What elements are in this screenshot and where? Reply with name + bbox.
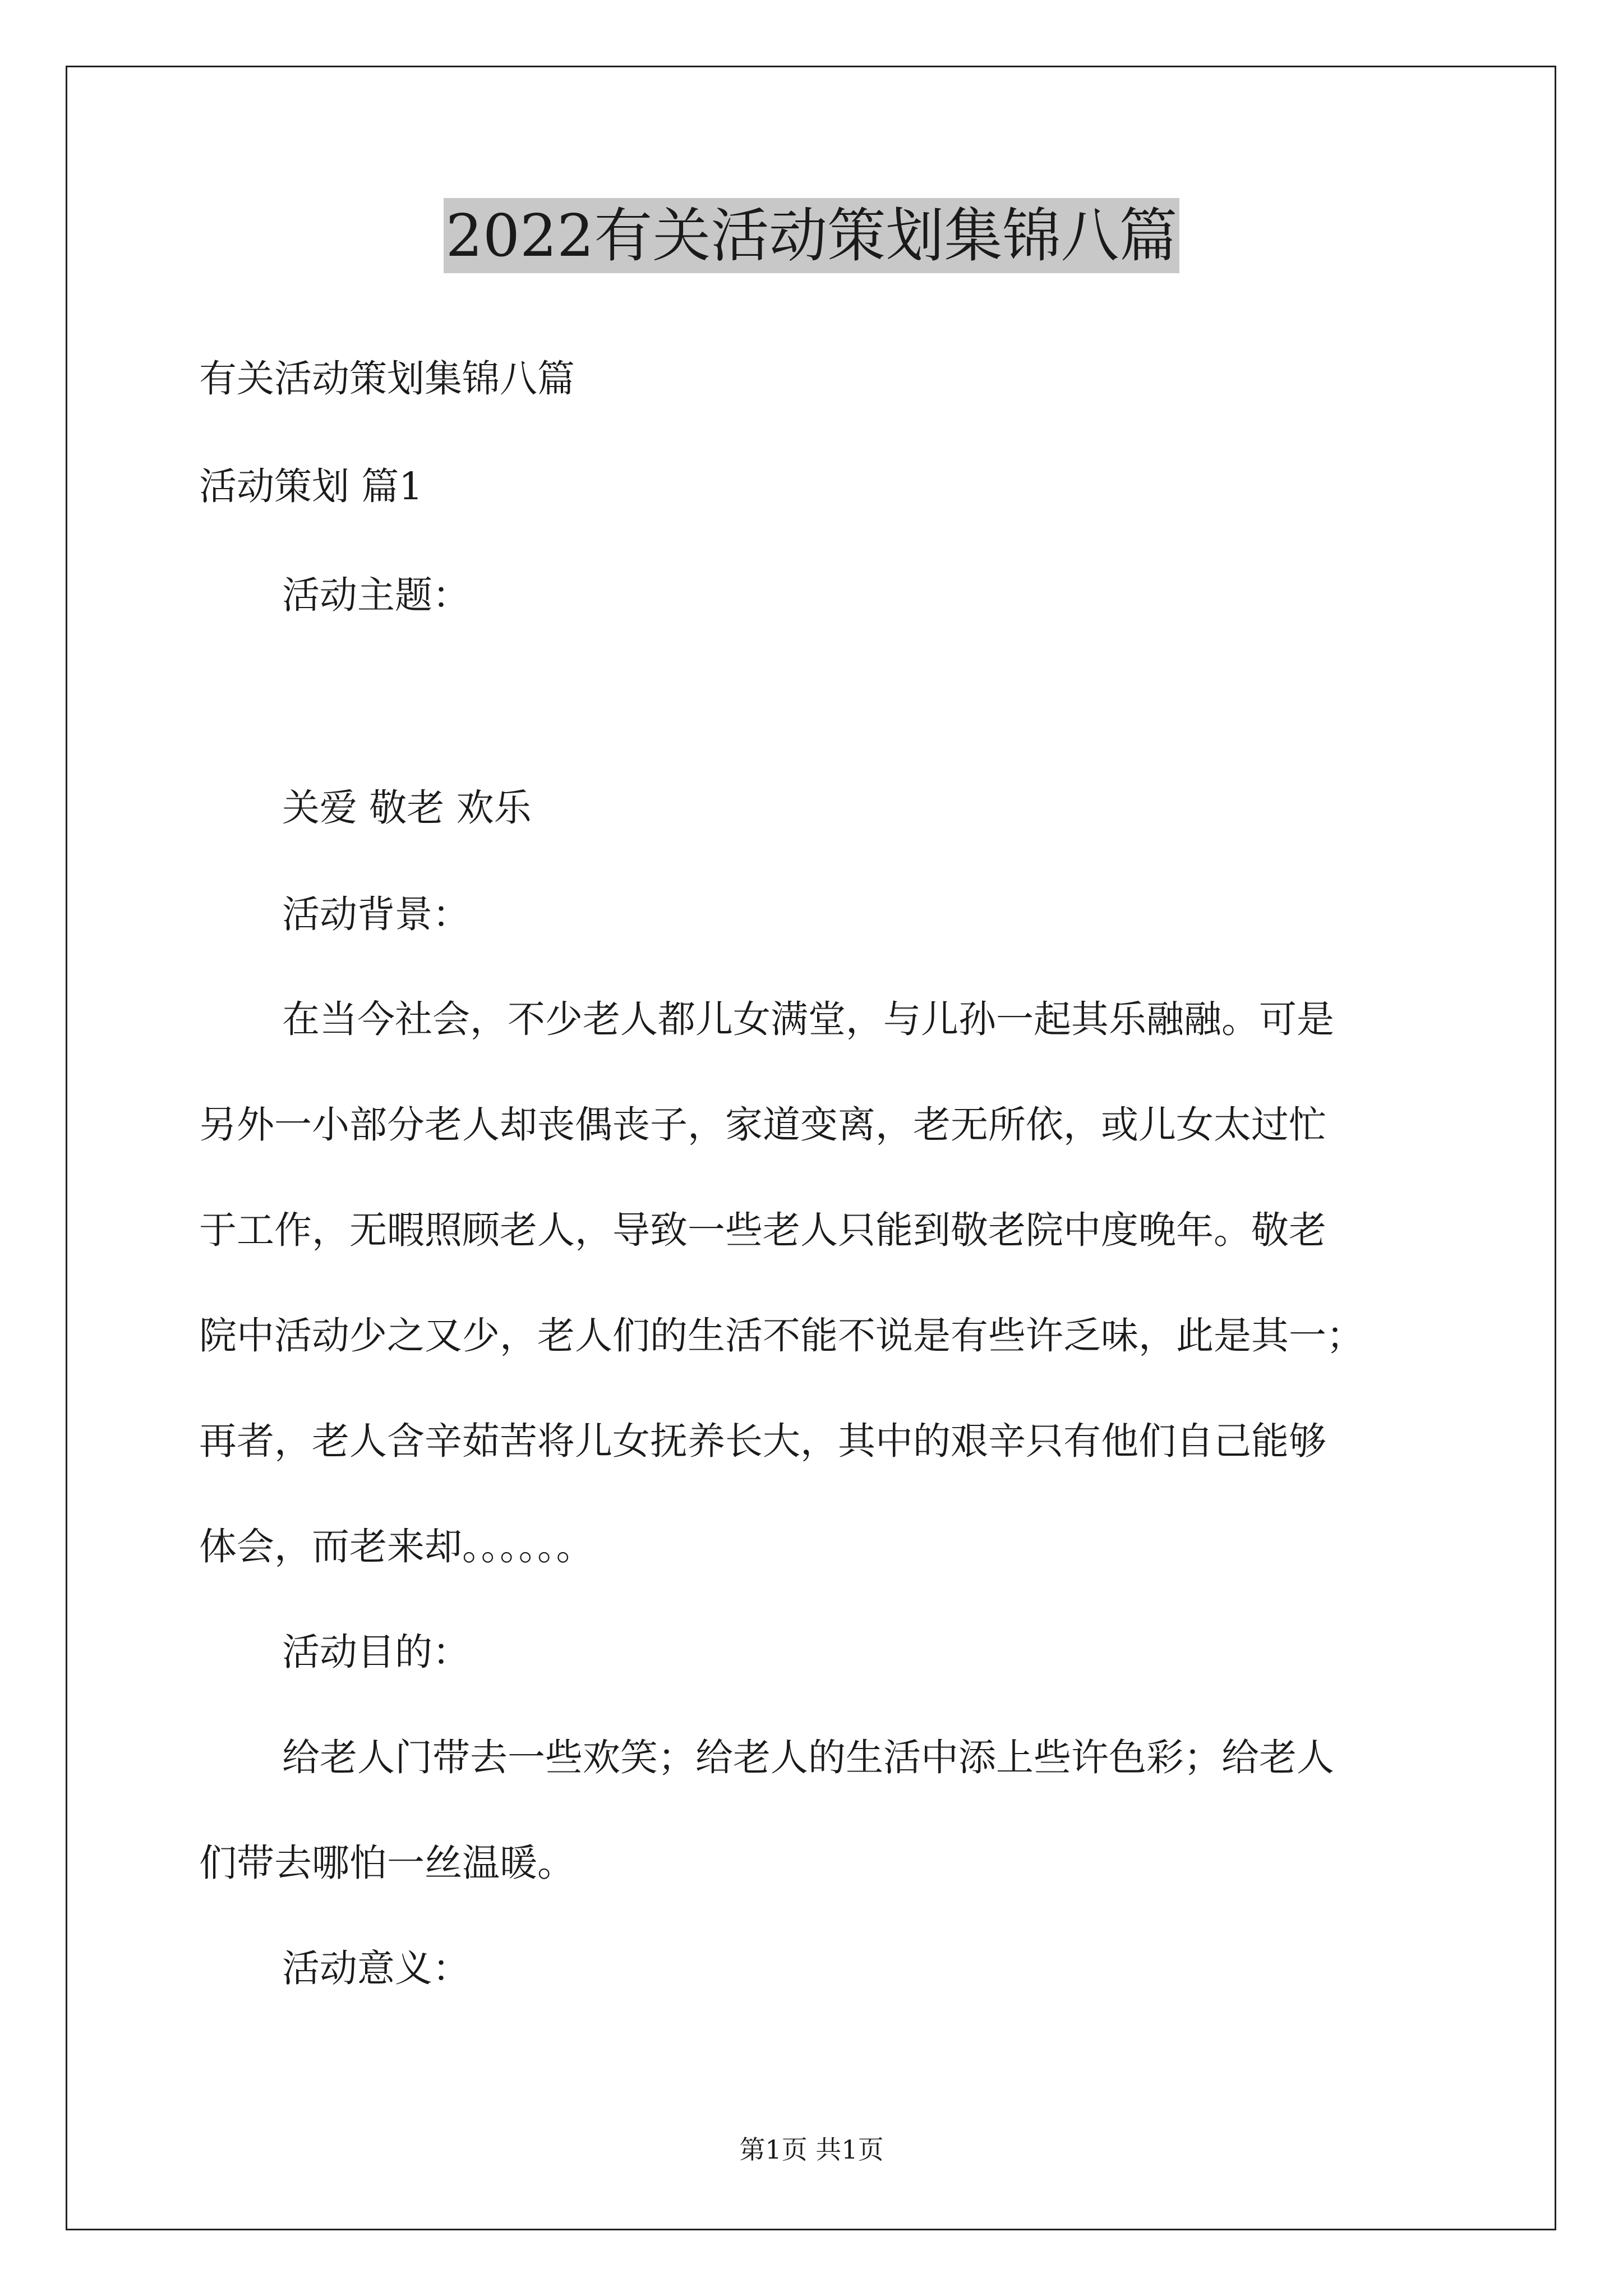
paragraph-line: 院中活动少之又少，老人们的生活不能不说是有些许乏味，此是其一； — [199, 1314, 1364, 1358]
heading-activity-significance: 活动意义： — [282, 1947, 470, 1990]
paragraph-line: 在当今社会，不少老人都儿女满堂，与儿孙一起其乐融融。可是 — [282, 997, 1334, 1041]
heading-activity-theme: 活动主题： — [282, 573, 470, 617]
activity-theme-value: 关爱 敬老 欢乐 — [282, 786, 532, 830]
section-heading: 活动策划 篇1 — [199, 464, 423, 508]
document-title — [0, 199, 1623, 272]
document-subtitle: 有关活动策划集锦八篇 — [199, 357, 575, 401]
paragraph-line: 另外一小部分老人却丧偶丧子，家道变离，老无所依，或儿女太过忙 — [199, 1103, 1326, 1147]
paragraph-line: 体会，而老来却。。。。。。 — [199, 1525, 594, 1568]
heading-activity-purpose: 活动目的： — [282, 1630, 470, 1674]
page-footer: 第1页 共1页 — [739, 2134, 884, 2165]
paragraph-line: 再者，老人含辛茹苦将儿女抚养长大，其中的艰辛只有他们自己能够 — [199, 1419, 1326, 1463]
paragraph-line: 给老人门带去一些欢笑；给老人的生活中添上些许色彩；给老人 — [282, 1736, 1334, 1779]
document-title-text: 2022有关活动策划集锦八篇 — [444, 198, 1180, 273]
heading-activity-background: 活动背景： — [282, 892, 470, 936]
paragraph-line: 于工作，无暇照顾老人，导致一些老人只能到敬老院中度晚年。敬老 — [199, 1208, 1326, 1252]
paragraph-line: 们带去哪怕一丝温暖。 — [199, 1841, 575, 1885]
